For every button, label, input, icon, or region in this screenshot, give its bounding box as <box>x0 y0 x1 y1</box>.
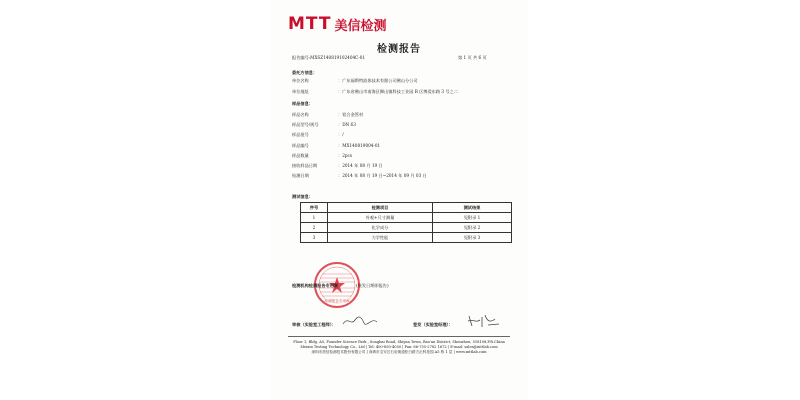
logo-mark: MTT <box>288 14 332 34</box>
sample-heading: 样品信息： <box>292 101 313 106</box>
client-row-address <box>292 89 458 94</box>
field-value: ：/ <box>338 132 344 137</box>
footer-address: Floor 1, Bldg. A5, Founder Science Park , Songbai Road, Shiyan Town, Bao'an District, Shenzhen, 518108,P.R.China <box>293 340 505 344</box>
footer-contact: Meixin Testing Technology Co., Ltd | Tel: 400-850-4050 | Fax: 86-755-2782 1672 | E-mail: sales@mttlab.com <box>300 345 498 349</box>
field-value: ：2pcs <box>338 153 353 158</box>
table-cell: 3 <box>301 233 328 243</box>
table-row <box>301 233 512 243</box>
field-value: ：铝合金管材 <box>338 112 364 117</box>
client-row-name <box>292 78 418 83</box>
field-value: ：MX140819004-01 <box>338 143 381 148</box>
table-cell: 化学成分 <box>328 223 433 233</box>
sample-row <box>292 153 352 158</box>
field-label: 单位名称 <box>292 78 309 83</box>
table-header-row <box>301 203 512 213</box>
table-cell: 见附录 3 <box>433 233 512 243</box>
reviewer-label: 审核（实验室工程师）： <box>292 322 336 327</box>
field-label: 样品编号 <box>292 143 309 148</box>
approver-label: 签发（实验室经理）： <box>413 322 453 327</box>
table-cell: 外观+尺寸测量 <box>328 213 433 223</box>
column-header: 测试结果 <box>433 203 512 213</box>
field-value: ：广东福斯特流体技术有限公司佛山分公司 <box>338 78 418 83</box>
field-value: ：2014 年 08 月 19 日 <box>338 163 383 168</box>
table-cell: 1 <box>301 213 328 223</box>
reviewer-signature <box>342 314 378 328</box>
sample-row <box>292 143 380 148</box>
field-value: ：广东省佛山市南海区狮山镇科技工业园 B 区博爱东路 3 号之二 <box>338 89 458 94</box>
sample-row <box>292 112 363 117</box>
field-value: ：DN 63 <box>338 122 356 127</box>
table-cell: 力学性能 <box>328 233 433 243</box>
report-number: 报告编号:MXSZ140819102404C-01 <box>292 55 366 60</box>
page-indicator: 第 1 页 共 6 页 <box>458 55 487 60</box>
sample-row <box>292 163 383 168</box>
approver-signature <box>466 313 502 329</box>
column-header: 检测项目 <box>328 203 433 213</box>
table-cell: 2 <box>301 223 328 233</box>
tests-heading: 测试信息： <box>292 194 313 199</box>
footer-divider <box>288 336 510 337</box>
field-label: 接收样品日期 <box>292 163 318 168</box>
table-cell: 见附录 1 <box>433 213 512 223</box>
client-heading: 委托方信息： <box>292 70 318 75</box>
tests-table <box>300 202 512 243</box>
seal-label: 检测报告专用章 <box>324 299 350 303</box>
field-label: 样品批号 <box>292 132 309 137</box>
report-title: 检测报告 <box>377 44 421 55</box>
seal-note: (签发日期即报告) <box>356 283 389 288</box>
field-label: 检测日期 <box>292 173 309 178</box>
sample-row <box>292 173 427 178</box>
field-value: ：2014 年 08 月 19 日~2014 年 09 月 03 日 <box>338 173 427 178</box>
field-label: 样品名称 <box>292 112 309 117</box>
table-row <box>301 223 512 233</box>
field-label: 样品数量 <box>292 153 309 158</box>
sample-row <box>292 122 356 127</box>
logo-text: 美信检测 <box>334 18 387 34</box>
report-page <box>270 0 528 400</box>
footer-chinese-address: 深圳市美信检测技术股份有限公司 | 深圳市宝安区石岩街道松白路方正科技园 A5 栋 1 层 | www.mttlab.com <box>311 350 487 354</box>
table-cell: 见附录 2 <box>433 223 512 233</box>
column-header: 序号 <box>301 203 328 213</box>
field-label: 单位地址 <box>292 89 309 94</box>
company-logo <box>288 14 387 34</box>
field-label: 样品型号/规号 <box>292 122 319 127</box>
table-row <box>301 213 512 223</box>
seal-caption: 检测机构检测报告专用章 <box>292 283 339 288</box>
sample-row <box>292 132 344 137</box>
